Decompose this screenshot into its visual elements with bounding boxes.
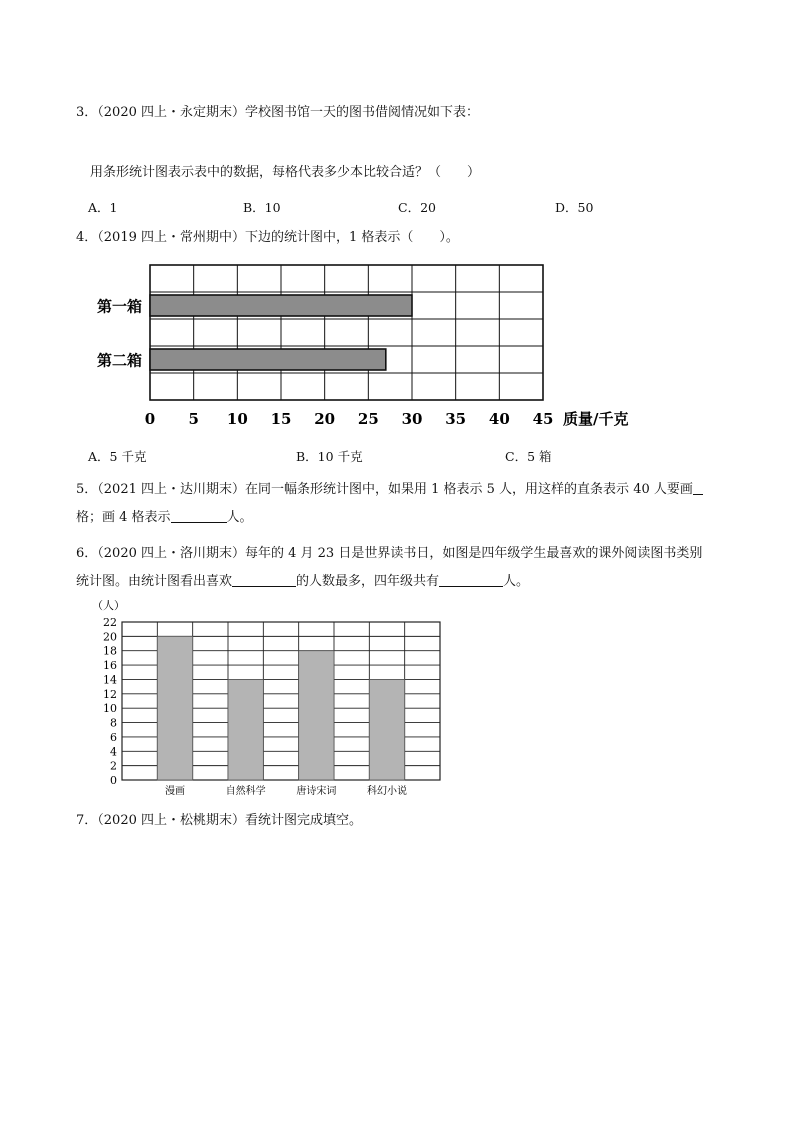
chart2-tick-label: 18 (103, 644, 117, 658)
q3-stem: 3．（2020 四上・永定期末）学校图书馆一天的图书借阅情况如下表： (76, 105, 479, 120)
chart1-category-label: 第一箱 (96, 297, 142, 316)
q6-text-c: 人。 (503, 574, 530, 589)
q6-text-a: 统计图。由统计图看出喜欢 (76, 574, 233, 589)
chart1-tick-label: 40 (488, 410, 510, 428)
chart2-axis-label: （人） (92, 599, 125, 612)
chart1-bar (150, 295, 412, 316)
reading-category-bar-chart (80, 597, 460, 807)
chart2-bar (228, 679, 263, 780)
q6-blank-2[interactable] (439, 572, 503, 587)
q5-text-2: 格；画 4 格表示 (76, 510, 171, 525)
chart1-tick-label: 0 (144, 410, 156, 428)
q4-option-c: C．5 箱 (505, 449, 552, 464)
chart1-axis-label: 质量/千克 (563, 410, 629, 428)
q3-question: 用条形统计图表示表中的数据，每格代表多少本比较合适？（ ） (90, 165, 481, 180)
weight-bar-chart (80, 258, 680, 438)
q5-text-3: 人。 (226, 510, 253, 525)
chart1-category-label: 第二箱 (96, 351, 142, 370)
chart1-tick-label: 5 (188, 410, 199, 428)
chart1-tick-label: 25 (357, 410, 379, 428)
q7-stem: 7．（2020 四上・松桃期末）看统计图完成填空。 (76, 813, 362, 828)
chart2-category-label: 唐诗宋词 (296, 786, 337, 797)
chart1-frame (150, 265, 543, 400)
chart2-tick-label: 2 (110, 759, 117, 773)
chart2-bar (157, 636, 192, 780)
q5-line1 (76, 480, 703, 499)
q6-line2 (76, 572, 529, 591)
chart2-tick-label: 14 (103, 673, 117, 687)
q3-option-c: C．20 (398, 200, 436, 215)
q3-option-b: B．10 (243, 200, 281, 215)
chart2-tick-label: 22 (103, 616, 117, 629)
q3-option-d: D．50 (555, 200, 594, 215)
q6-line1: 6．（2020 四上・洛川期末）每年的 4 月 23 日是世界读书日，如图是四年级学生最喜欢的课外阅读图书类别 (76, 546, 703, 561)
chart1-tick-label: 30 (401, 410, 423, 428)
chart1-tick-label: 10 (226, 410, 248, 428)
chart2-tick-label: 4 (110, 745, 117, 759)
q5-line2 (76, 508, 253, 527)
chart2-tick-label: 20 (103, 630, 117, 644)
q6-blank-1[interactable] (232, 572, 296, 587)
chart1-tick-label: 15 (270, 410, 292, 428)
chart2-tick-label: 6 (110, 730, 117, 744)
chart2-tick-label: 16 (103, 659, 117, 673)
chart2-tick-label: 10 (103, 702, 117, 716)
q6-text-b: 的人数最多，四年级共有 (296, 574, 440, 589)
chart2-category-label: 漫画 (165, 786, 185, 797)
chart2-bar (369, 679, 404, 780)
chart2-category-label: 科幻小说 (367, 786, 407, 797)
q3-option-a: A．1 (88, 200, 118, 215)
q4-option-a: A．5 千克 (88, 449, 147, 464)
q4-option-b: B．10 千克 (296, 449, 363, 464)
chart2-tick-label: 0 (110, 774, 117, 787)
q5-text-1: 5．（2021 四上・达川期末）在同一幅条形统计图中，如果用 1 格表示 5 人，用这样的直条表示 40 人要画 (76, 482, 693, 497)
q4-stem: 4．（2019 四上・常州期中）下边的统计图中，1 格表示（ ）。 (76, 230, 459, 245)
chart1-tick-label: 45 (532, 410, 554, 428)
chart2-bar (299, 651, 334, 780)
q5-blank-2[interactable] (171, 508, 227, 523)
chart1-tick-label: 35 (445, 410, 467, 428)
chart2-tick-label: 8 (110, 716, 117, 730)
chart1-bar (150, 349, 386, 370)
q5-blank-1[interactable] (693, 480, 703, 495)
chart2-tick-label: 12 (103, 687, 117, 701)
chart2-category-label: 自然科学 (225, 786, 266, 797)
chart1-tick-label: 20 (314, 410, 336, 428)
